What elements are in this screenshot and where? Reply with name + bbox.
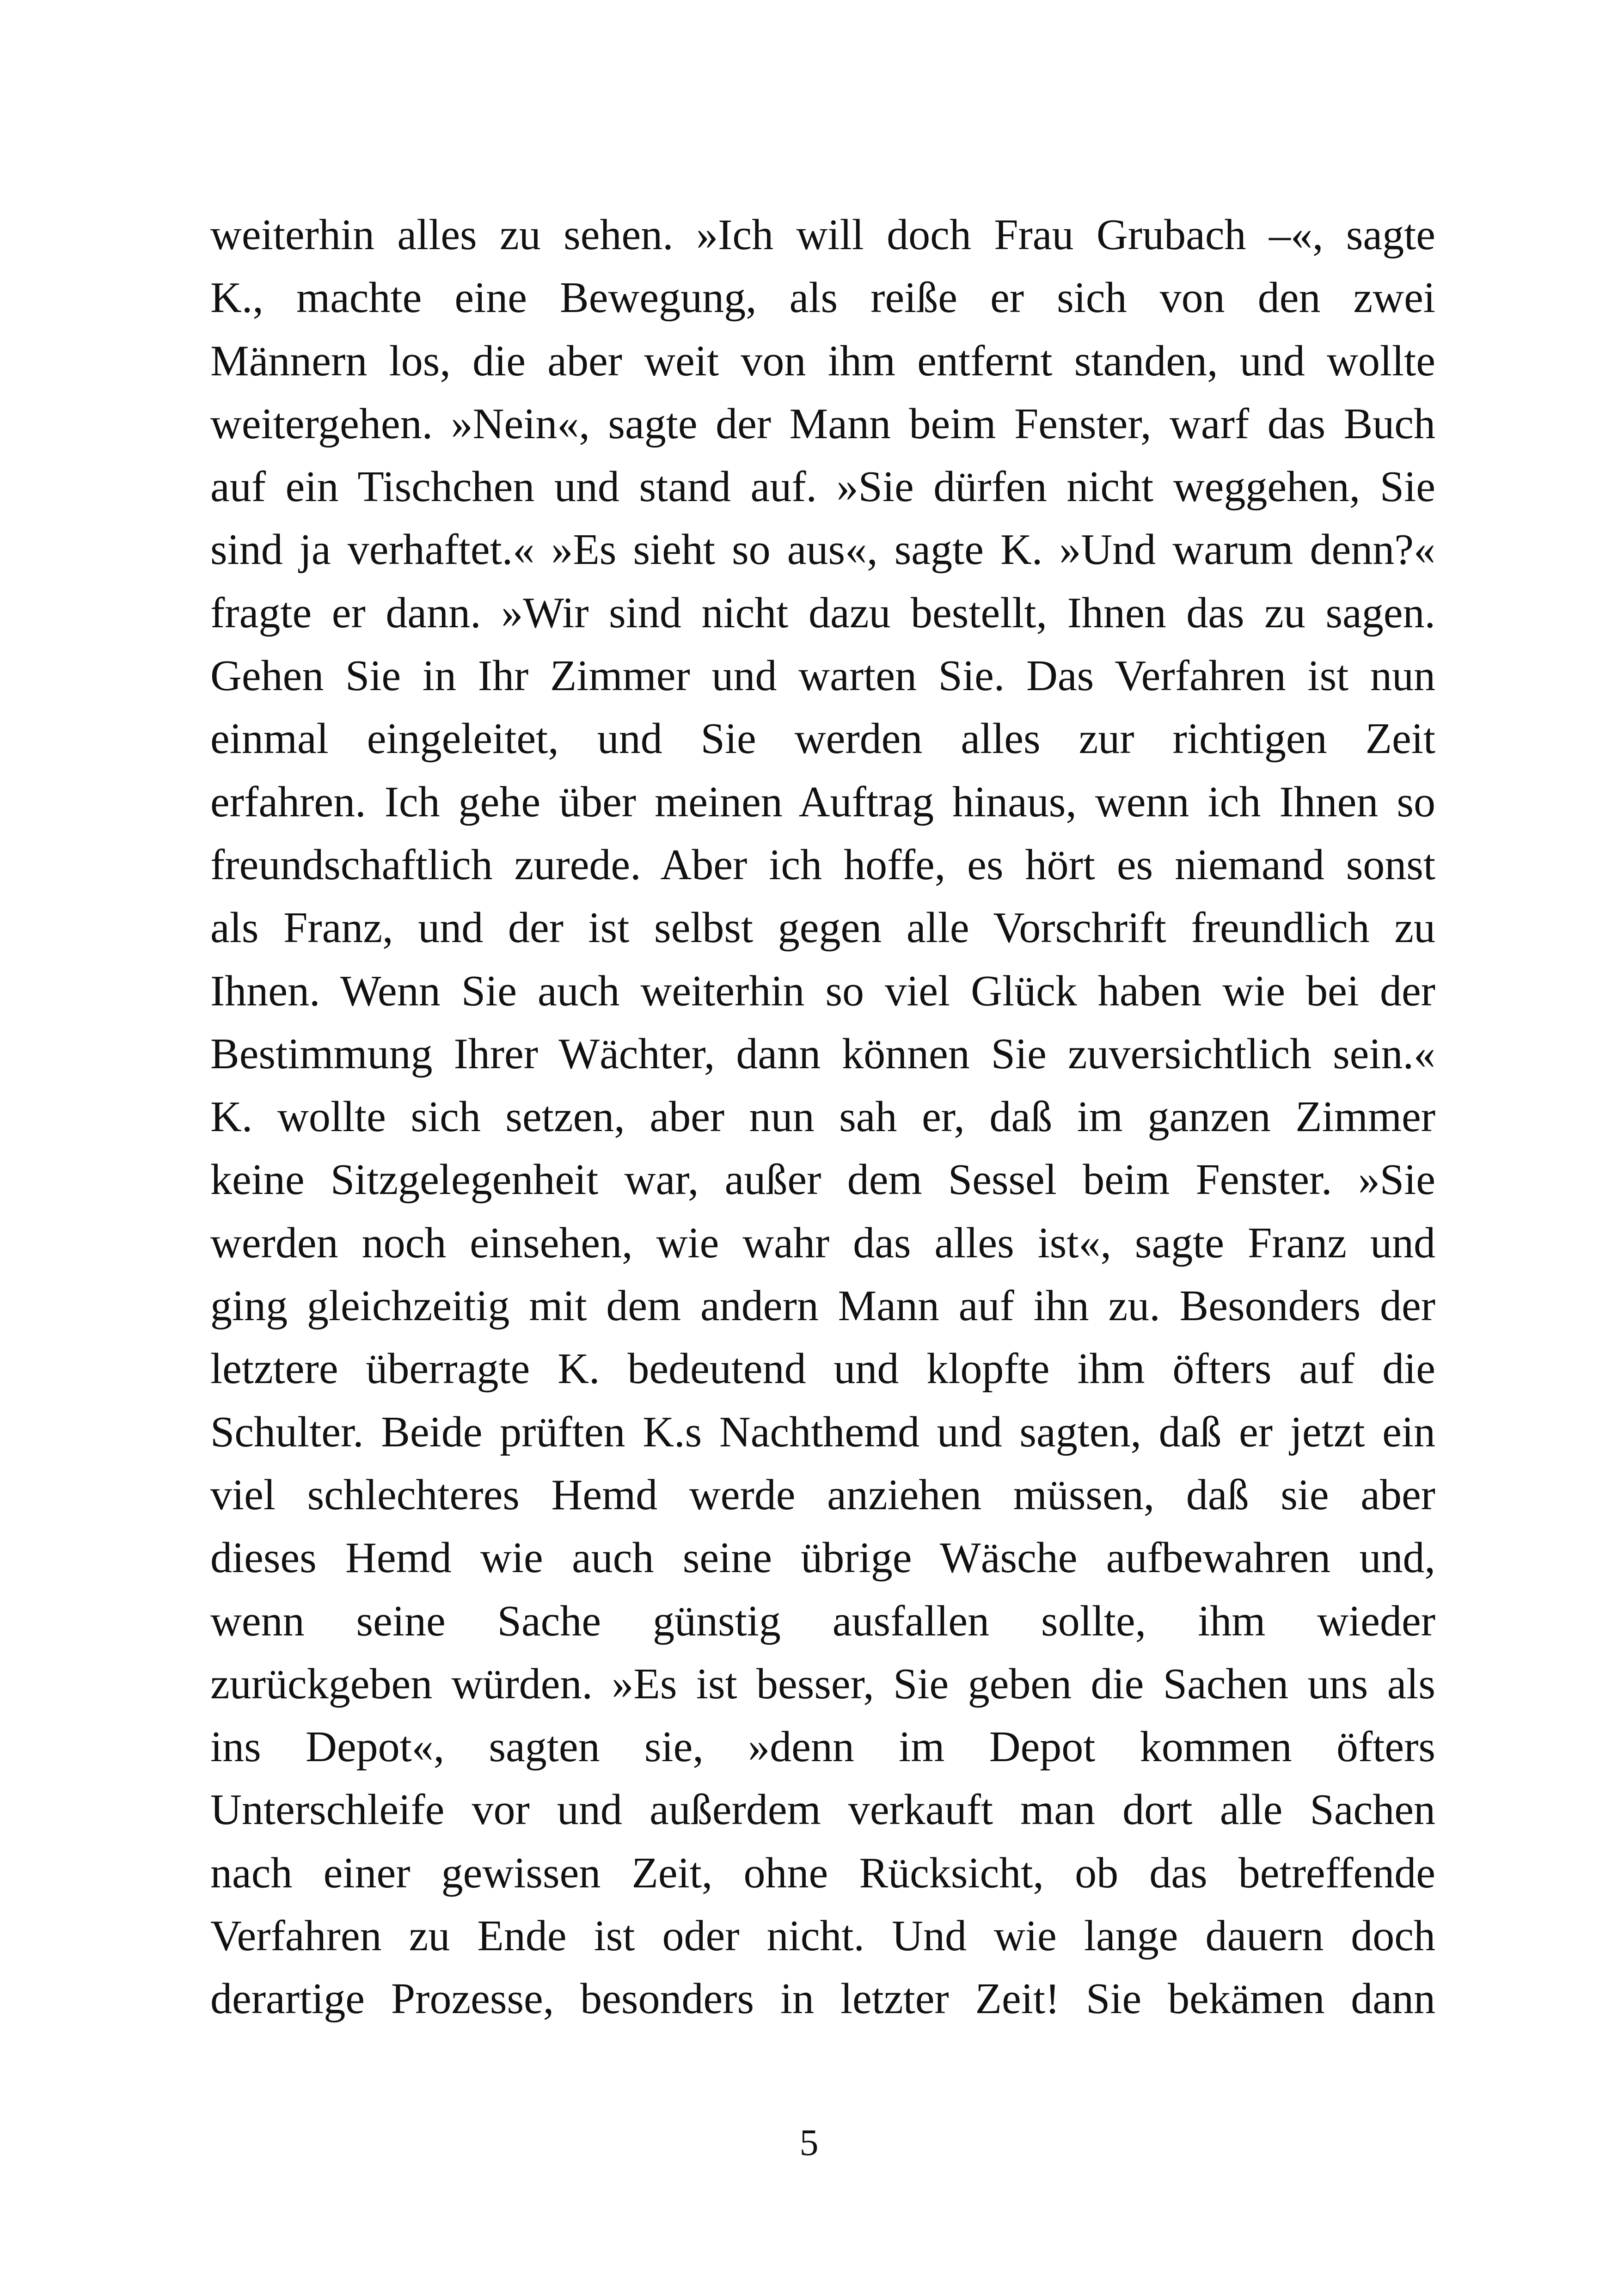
text-line: einmal eingeleitet, und Sie werden alles zur richtigen Zeit <box>210 715 1435 763</box>
text-line: fragte er dann. »Wir sind nicht dazu bestellt, Ihnen das zu sagen. <box>210 588 1435 637</box>
text-line: Männern los, die aber weit von ihm entfernt standen, und wollte <box>210 337 1435 385</box>
text-line: keine Sitzgelegenheit war, außer dem Sessel beim Fenster. »Sie <box>210 1156 1435 1204</box>
text-line: K., machte eine Bewegung, als reiße er sich von den zwei <box>210 274 1435 322</box>
text-line: K. wollte sich setzen, aber nun sah er, daß im ganzen Zimmer <box>210 1093 1435 1141</box>
text-line: sind ja verhaftet.« »Es sieht so aus«, sagte K. »Und warum denn?« <box>210 526 1435 574</box>
text-line: als Franz, und der ist selbst gegen alle Vorschrift freundlich zu <box>210 904 1435 952</box>
text-line: ging gleichzeitig mit dem andern Mann auf ihn zu. Besonders der <box>210 1282 1435 1330</box>
text-line: Unterschleife vor und außerdem verkauft man dort alle Sachen <box>210 1786 1435 1834</box>
text-line: freundschaftlich zurede. Aber ich hoffe, es hört es niemand sonst <box>210 840 1435 889</box>
text-line: auf ein Tischchen und stand auf. »Sie dürfen nicht weggehen, Sie <box>210 463 1435 511</box>
text-line: dieses Hemd wie auch seine übrige Wäsche aufbewahren und, <box>210 1534 1435 1582</box>
text-line: Gehen Sie in Ihr Zimmer und warten Sie. Das Verfahren ist nun <box>210 652 1435 700</box>
text-line: derartige Prozesse, besonders in letzter Zeit! Sie bekämen dann <box>210 1975 1435 2023</box>
text-line: wenn seine Sache günstig ausfallen sollte, ihm wieder <box>210 1597 1435 1645</box>
text-line: weitergehen. »Nein«, sagte der Mann beim Fenster, warf das Buch <box>210 399 1435 448</box>
text-line: erfahren. Ich gehe über meinen Auftrag hinaus, wenn ich Ihnen so <box>210 778 1435 826</box>
text-line: Bestimmung Ihrer Wächter, dann können Sie zuversichtlich sein.« <box>210 1029 1435 1078</box>
page-number: 5 <box>799 2121 819 2163</box>
text-line: Ihnen. Wenn Sie auch weiterhin so viel Glück haben wie bei der <box>210 967 1435 1015</box>
body-text <box>210 203 1435 2031</box>
text-line: weiterhin alles zu sehen. »Ich will doch Frau Grubach –«, sagte <box>210 211 1435 259</box>
text-line: letztere überragte K. bedeutend und klopfte ihm öfters auf die <box>210 1345 1435 1393</box>
text-line: ins Depot«, sagten sie, »denn im Depot kommen öfters <box>210 1723 1435 1771</box>
text-line: zurückgeben würden. »Es ist besser, Sie geben die Sachen uns als <box>210 1659 1435 1708</box>
text-line: viel schlechteres Hemd werde anziehen müssen, daß sie aber <box>210 1470 1435 1519</box>
text-line: Verfahren zu Ende ist oder nicht. Und wie lange dauern doch <box>210 1912 1435 1960</box>
text-line: nach einer gewissen Zeit, ohne Rücksicht, ob das betreffende <box>210 1849 1435 1897</box>
text-line: werden noch einsehen, wie wahr das alles ist«, sagte Franz und <box>210 1218 1435 1267</box>
text-line: Schulter. Beide prüften K.s Nachthemd und sagten, daß er jetzt ein <box>210 1408 1435 1456</box>
